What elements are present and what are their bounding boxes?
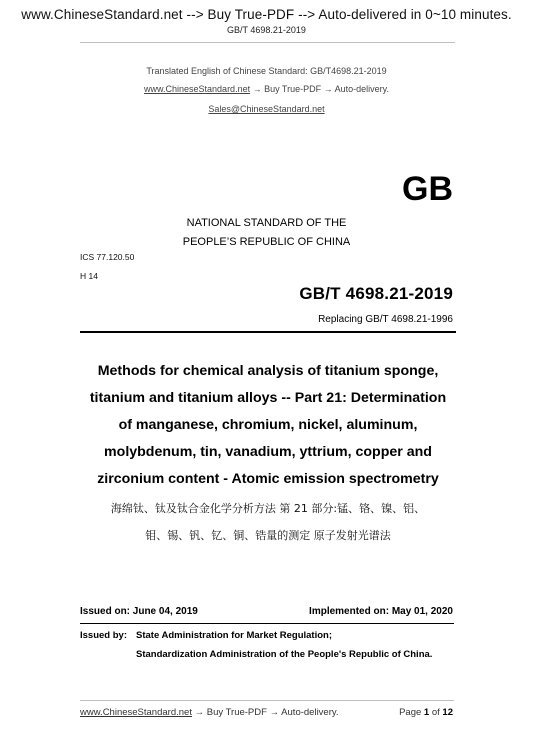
title-line: molybdenum, tin, vanadium, yttrium, copper and (104, 444, 432, 460)
page-number: 1 (423, 707, 430, 718)
banner-text: --> Buy True-PDF --> Auto-delivered in 0~10 minutes. (182, 7, 512, 22)
standard-number: GB/T 4698.21-2019 (299, 284, 453, 303)
footer-buy-line (80, 707, 339, 718)
dates-divider (80, 623, 454, 624)
chinese-title-line: 海绵钛、钛及钛合金化学分析方法 第 21 部分:锰、铬、镍、铝、 (110, 502, 426, 515)
header-doc-code: GB/T 4698.21-2019 (227, 25, 306, 35)
chinese-title (78, 495, 458, 549)
header-divider (80, 42, 455, 43)
of-label: of (431, 707, 440, 718)
title-line: of manganese, chromium, nickel, aluminum, (118, 417, 418, 433)
implemented-date: Implemented on: May 01, 2020 (309, 606, 453, 617)
replacing-note: Replacing GB/T 4698.21-1996 (318, 314, 453, 325)
title-line: titanium and titanium alloys -- Part 21: Determination (89, 390, 447, 406)
title-line: Methods for chemical analysis of titanium sponge, (97, 363, 439, 379)
ics-code: ICS 77.120.50 (80, 252, 135, 262)
sales-email-link[interactable]: Sales@ChineseStandard.net (208, 104, 325, 114)
title-line: zirconium content - Atomic emission spectrometry (97, 471, 439, 487)
english-title (78, 358, 458, 493)
national-line-2: PEOPLE’S REPUBLIC OF CHINA (182, 236, 351, 248)
national-standard-heading (0, 214, 533, 252)
issued-by-label: Issued by: (80, 630, 127, 641)
issuer-samr: State Administration for Market Regulation; (136, 630, 332, 641)
translation-site-link[interactable]: www.ChineseStandard.net (144, 84, 251, 94)
translation-line: Translated English of Chinese Standard: GB/T4698.21-2019 (146, 66, 387, 76)
translation-buy-line (0, 84, 533, 94)
footer-divider (80, 700, 454, 701)
title-divider (80, 331, 456, 333)
translation-buy-text: → Buy True-PDF → Auto-delivery. (250, 84, 389, 94)
top-banner[interactable] (0, 7, 533, 22)
page-label: Page (399, 707, 422, 718)
footer-site-link[interactable]: www.ChineseStandard.net (80, 707, 192, 718)
issuer-sac: Standardization Administration of the People's Republic of China. (136, 649, 433, 660)
banner-site-link[interactable]: www.ChineseStandard.net (21, 7, 183, 22)
page-total: 12 (442, 707, 453, 718)
page-indicator (399, 707, 453, 718)
issued-date: Issued on: June 04, 2019 (80, 606, 198, 617)
national-line-1: NATIONAL STANDARD OF THE (186, 217, 347, 229)
h-code: H 14 (80, 271, 98, 281)
footer-buy-text: → Buy True-PDF → Auto-delivery. (191, 707, 339, 718)
chinese-title-line: 钼、锡、钒、钇、铜、锆量的测定 原子发射光谱法 (145, 529, 391, 542)
gb-mark: GB (402, 170, 453, 208)
